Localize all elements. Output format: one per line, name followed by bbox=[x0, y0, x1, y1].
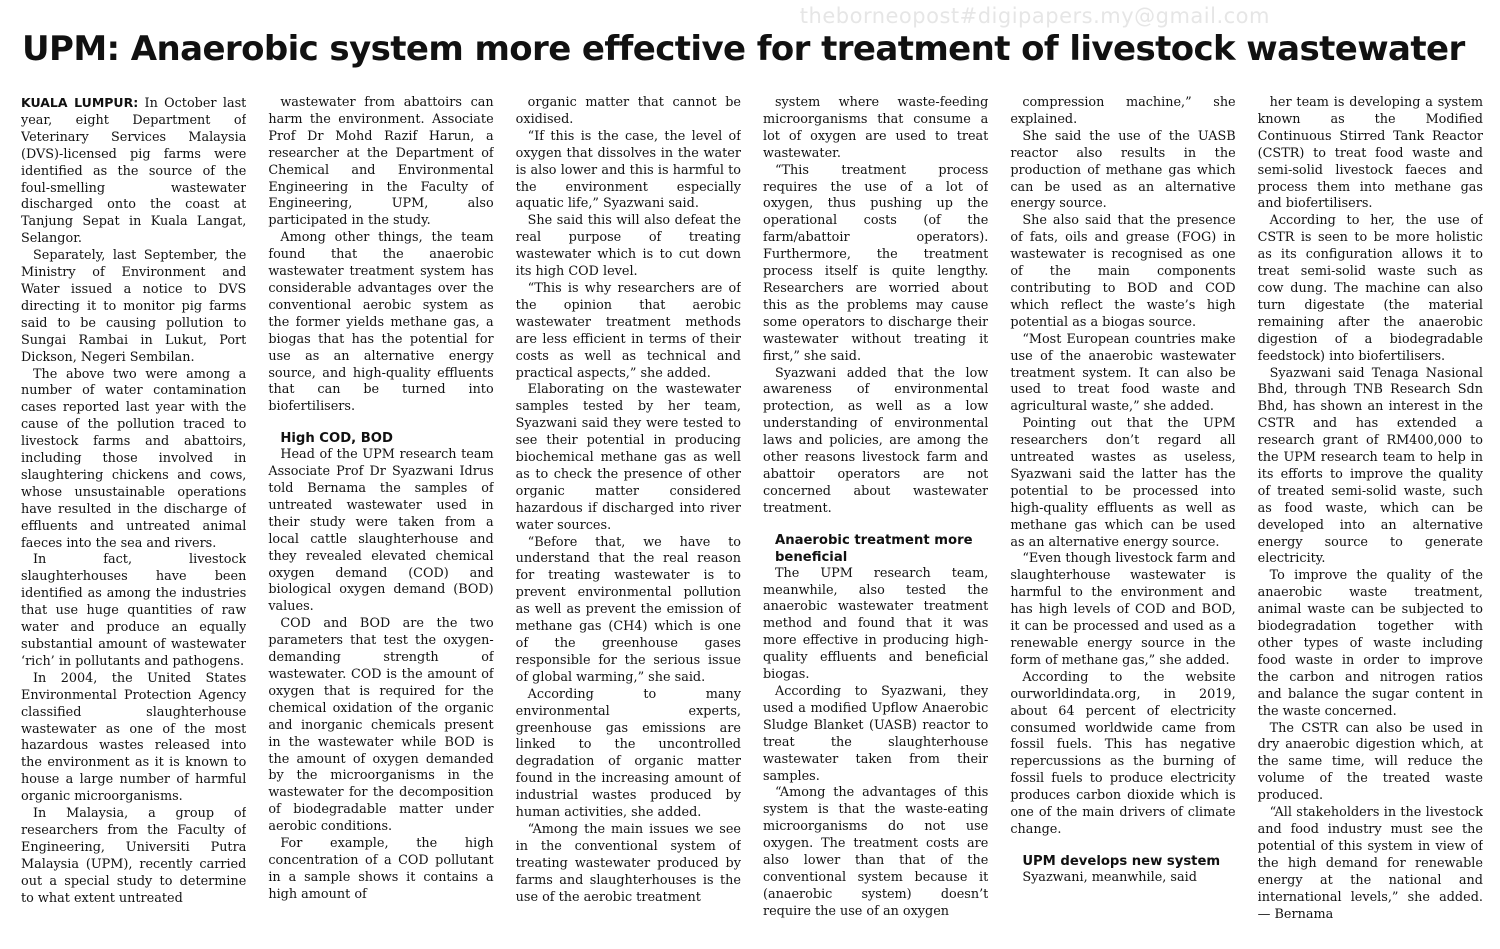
paragraph: Head of the UPM research team Associate Prof Dr Syazwani Idrus told Bernama the samples of untreated wastewater used in their study were taken from a local cattle slaughterhouse and they revealed elevated chemical oxygen demand (COD) and biological oxygen demand (BOD) values. bbox=[268, 447, 494, 615]
article-column bbox=[1258, 95, 1483, 935]
paragraph: For example, the high concentration of a COD pollutant in a sample shows it contains a high amount of bbox=[268, 836, 494, 902]
paragraph: Elaborating on the wastewater samples tested by her team, Syazwani said they were tested to see their potential in producing biochemical methane gas as well as to check the presence of other organic matter considered hazardous if discharged into river water sources. bbox=[515, 382, 741, 533]
paragraph-text: In October last year, eight Department of Veterinary Services Malaysia (DVS)-licensed pig farms were identified as the source of the foul-smelling wastewater discharged onto the coast at Tanjung Sepat in Kuala Langat, Selangor. bbox=[21, 96, 247, 247]
paragraph: Pointing out that the UPM researchers don’t regard all untreated wastes as useless, Syazwani said the latter has the potential to be processed into high-quality effluents as well as methane gas which can be used as an alternative energy source. bbox=[1010, 416, 1236, 550]
article-column bbox=[763, 95, 988, 935]
paragraph: In Malaysia, a group of researchers from the Faculty of Engineering, Universiti Putra Malaysia (UPM), recently carried out a special study to determine to what extent untreated bbox=[21, 806, 247, 906]
article-column bbox=[21, 95, 246, 935]
paragraph: “Even though livestock farm and slaughterhouse wastewater is harmful to the environment and has high levels of COD and BOD, it can be processed and used as a renewable energy source in the form of methane gas,” she added. bbox=[1010, 551, 1236, 668]
paragraph: “All stakeholders in the livestock and food industry must see the potential of this system in view of the high demand for renewable energy at the national and international levels,” she added. — Bernama bbox=[1257, 805, 1483, 922]
paragraph: “This is why researchers are of the opinion that aerobic wastewater treatment methods are less efficient in terms of their costs as well as technical and practical aspects,” she added. bbox=[515, 280, 741, 381]
paragraph: “If this is the case, the level of oxygen that dissolves in the water is also lower and this is harmful to the environment especially aquatic life,” Syazwani said. bbox=[515, 128, 741, 212]
headline: UPM: Anaerobic system more effective for treatment of livestock wastewater bbox=[22, 29, 1465, 69]
paragraph: According to many environmental experts, greenhouse gas emissions are linked to the uncontrolled degradation of organic matter found in the increasing amount of industrial wastes produced by human activities, she added. bbox=[515, 686, 741, 821]
paragraph: “This treatment process requires the use of a lot of oxygen, thus pushing up the operational costs (of the farm/abattoir operators). Furthermore, the treatment process itself is quite lengthy. Researchers are worried about this as the problems may cause some operators to discharge their wastewater without treating it first,” she said. bbox=[762, 162, 989, 364]
paragraph: Among other things, the team found that the anaerobic wastewater treatment system has considerable advantages over the conventional aerobic system as the former yields methane gas, a biogas that has the potential for use as an alternative energy source, and high-quality effluents that can be turned into biofertilisers. bbox=[268, 230, 494, 415]
paragraph bbox=[21, 95, 246, 248]
paragraph: COD and BOD are the two parameters that test the oxygen-demanding strength of wastewater. COD is the amount of oxygen that is required for the chemical oxidation of the organic and inorganic chemicals present in the wastewater while BOD is the amount of oxygen demanded by the microorganisms in the wastewater for the decomposition of biodegradable matter under aerobic conditions. bbox=[268, 616, 494, 835]
paragraph: compression machine,” she explained. bbox=[1010, 95, 1236, 127]
paragraph: her team is developing a system known as the Modified Continuous Stirred Tank Reactor (CSTR) to treat food waste and semi-solid livestock faeces and process them into methane gas and biofertilisers. bbox=[1257, 95, 1483, 212]
paragraph: She said the use of the UASB reactor also results in the production of methane gas which can be used as an alternative energy source. bbox=[1010, 128, 1236, 212]
article-column bbox=[1010, 95, 1235, 935]
paragraph: “Among the main issues we see in the conventional system of treating wastewater produced by farms and slaughterhouses is the use of the aerobic treatment bbox=[515, 821, 741, 905]
paragraph: In 2004, the United States Environmental Protection Agency classified slaughterhouse wastewater as one of the most hazardous wastes released into the environment as it is known to house a large number of harmful organic microorganisms. bbox=[21, 670, 247, 805]
article-body bbox=[21, 95, 1483, 935]
paragraph: She said this will also defeat the real purpose of treating wastewater which is to cut down its high COD level. bbox=[515, 213, 741, 280]
paragraph: “Most European countries make use of the anaerobic wastewater treatment system. It can also be used to treat food waste and agricultural waste,” she added. bbox=[1010, 331, 1236, 415]
subheading: Anaerobic treatment more beneficial bbox=[774, 532, 973, 565]
paragraph: Separately, last September, the Ministry of Environment and Water issued a notice to DVS directing it to monitor pig farms said to be causing pollution to Sungai Rambai in Lukut, Port Dickson, Negeri Sembilan. bbox=[21, 248, 247, 365]
paragraph: According to Syazwani, they used a modified Upflow Anaerobic Sludge Blanket (UASB) reactor to treat the slaughterhouse wastewater taken from their samples. bbox=[762, 684, 989, 784]
paragraph: The above two were among a number of water contamination cases reported last year with the cause of the pollution traced to livestock farms and abattoirs, including those involved in slaughtering chickens and cows, whose unsustainable operations have resulted in the discharge of effluents and untreated animal faeces into the sea and rivers. bbox=[21, 366, 247, 551]
paragraph: system where waste-feeding microorganisms that consume a lot of oxygen are used to treat wastewater. bbox=[762, 95, 989, 161]
paragraph: In fact, livestock slaughterhouses have been identified as among the industries that use huge quantities of raw water and produce an equally substantial amount of wastewater ‘rich’ in pollutants and pathogens. bbox=[21, 552, 247, 669]
paragraph: Syazwani, meanwhile, said bbox=[1022, 869, 1197, 885]
subheading: UPM develops new system bbox=[1022, 853, 1221, 869]
paragraph: The CSTR can also be used in dry anaerobic digestion which, at the same time, will reduce the volume of the treated waste produced. bbox=[1257, 720, 1483, 804]
article-column bbox=[516, 95, 741, 935]
paragraph: organic matter that cannot be oxidised. bbox=[515, 95, 741, 127]
paragraph: The UPM research team, meanwhile, also tested the anaerobic wastewater treatment method and found that it was more effective in producing high-quality effluents and beneficial biogas. bbox=[762, 565, 989, 683]
paragraph: To improve the quality of the anaerobic waste treatment, animal waste can be subjected to biodegradation together with other types of waste including food waste in order to improve the carbon and nitrogen ratios and balance the sugar content in the waste concerned. bbox=[1257, 568, 1483, 719]
paragraph: “Before that, we have to understand that the real reason for treating wastewater is to prevent environmental pollution as well as prevent the emission of methane gas (CH4) which is one of the greenhouse gases responsible for the serious issue of global warming,” she said. bbox=[515, 534, 741, 685]
paragraph: Syazwani said Tenaga Nasional Bhd, through TNB Research Sdn Bhd, has shown an interest in the CSTR and has extended a research grant of RM400,000 to the UPM research team to help in its efforts to improve the quality of treated semi-solid waste, such as food waste, which can be developed into an alternative energy source to generate electricity. bbox=[1257, 365, 1483, 567]
dateline: KUALA LUMPUR: bbox=[21, 95, 139, 110]
paragraph: Syazwani added that the low awareness of environmental protection, as well as a low understanding of environmental laws and policies, are among the other reasons livestock farm and abattoir operators are not concerned about wastewater treatment. bbox=[762, 365, 989, 516]
paragraph: According to her, the use of CSTR is seen to be more holistic as its configuration allows it to treat semi-solid waste such as cow dung. The machine can also turn digestate (the material remaining after the anaerobic digestion of a biodegradable feedstock) into biofertilisers. bbox=[1257, 213, 1483, 364]
article-column bbox=[268, 95, 493, 935]
paragraph: According to the website ourworldindata.org, in 2019, about 64 percent of electricity consumed worldwide came from fossil fuels. This has negative repercussions as the burning of fossil fuels to produce electricity produces carbon dioxide which is one of the main drivers of climate change. bbox=[1010, 669, 1236, 837]
paragraph: “Among the advantages of this system is that the waste-eating microorganisms do not use oxygen. The treatment costs are also lower than that of the conventional system because it (anaerobic system) doesn’t require the use of an oxygen bbox=[762, 785, 989, 919]
paragraph: wastewater from abattoirs can harm the environment. Associate Prof Dr Mohd Razif Harun, a researcher at the Department of Chemical and Environmental Engineering in the Faculty of Engineering, UPM, also participated in the study. bbox=[268, 95, 494, 229]
watermark: theborneopost#digipapers.my@gmail.com bbox=[799, 4, 1270, 28]
paragraph: She also said that the presence of fats, oils and grease (FOG) in wastewater is recognised as one of the main components contributing to BOD and COD which reflect the waste’s high potential as a biogas source. bbox=[1010, 213, 1236, 330]
subheading: High COD, BOD bbox=[280, 431, 393, 447]
